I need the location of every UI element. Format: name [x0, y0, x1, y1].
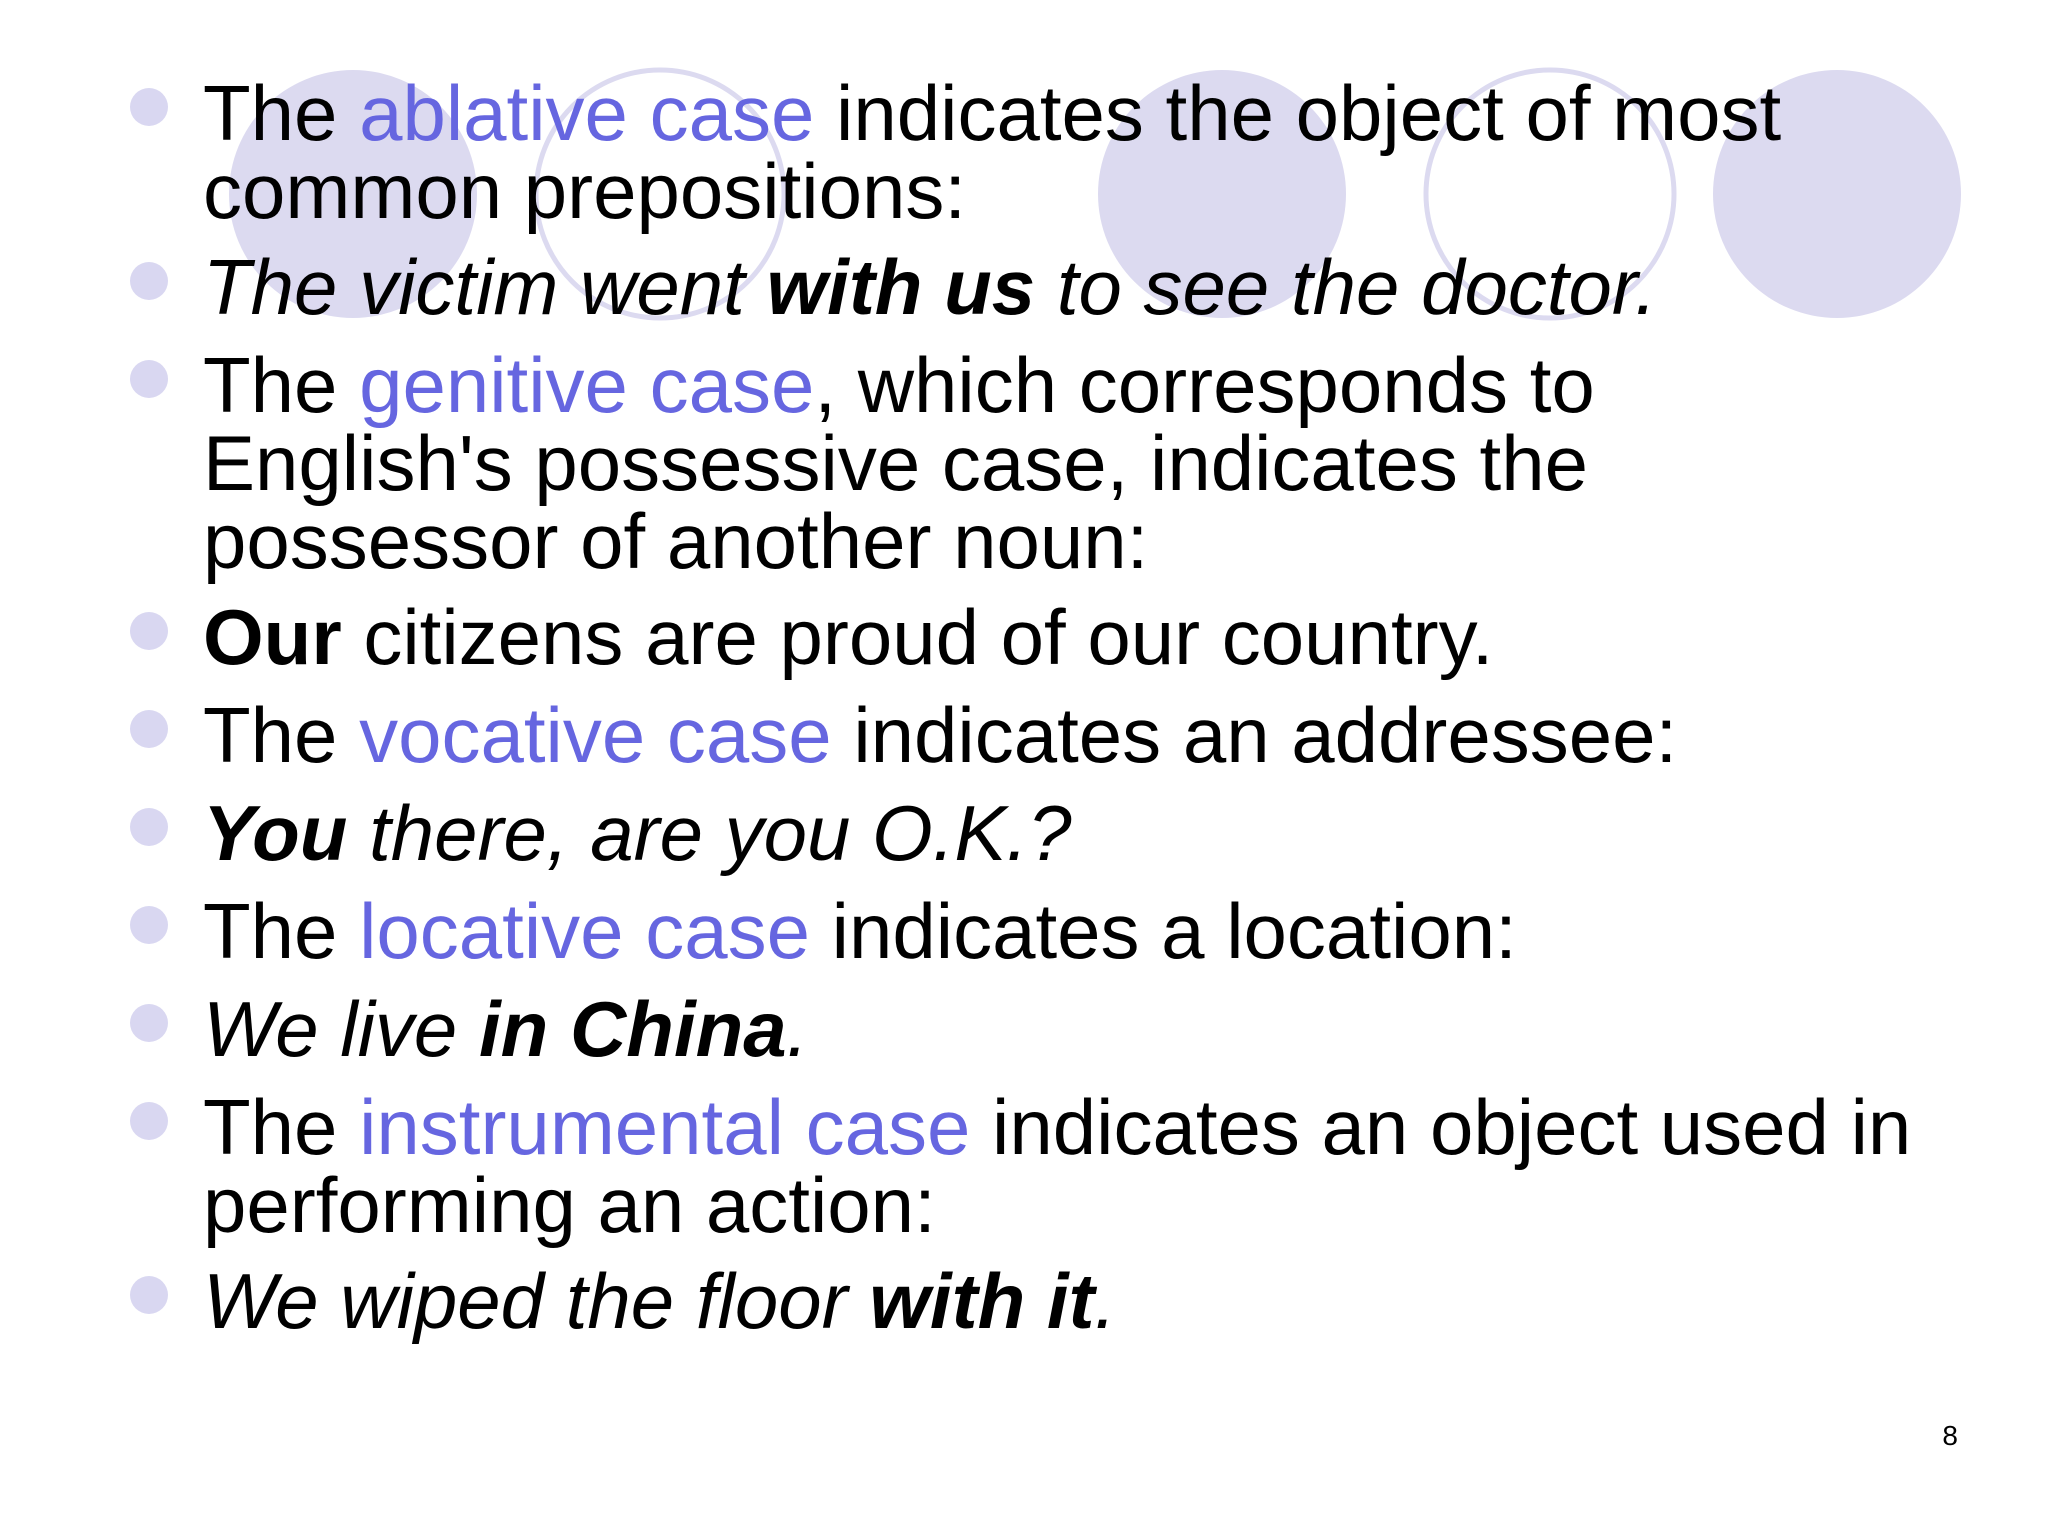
term-instrumental: instrumental case	[359, 1083, 971, 1171]
bullet-dot-icon	[130, 808, 168, 846]
bullet-dot-icon	[130, 906, 168, 944]
term-genitive: genitive case	[359, 341, 815, 429]
bullet-text	[203, 691, 1923, 779]
bullet-dot-icon	[130, 88, 168, 126]
bullet-dot-icon	[130, 612, 168, 650]
text-span: The	[203, 1083, 360, 1171]
bullet-dot-icon	[130, 262, 168, 300]
text-span: The	[203, 887, 360, 975]
bullet-text	[203, 243, 1923, 331]
term-vocative: vocative case	[359, 691, 832, 779]
term-ablative: ablative case	[359, 69, 815, 157]
text-span-bold: Our	[203, 593, 342, 681]
bullet-text	[203, 985, 1923, 1073]
text-span: .	[786, 985, 809, 1073]
text-span: The	[203, 691, 360, 779]
bullet-text	[203, 593, 1923, 681]
bullet-dot-icon	[130, 360, 168, 398]
text-span: The	[203, 341, 360, 429]
bullet-text	[203, 341, 1923, 585]
text-span-bold: in China	[478, 985, 787, 1073]
text-span-bold: You	[203, 789, 348, 877]
text-span: We live	[203, 985, 479, 1073]
term-locative: locative case	[359, 887, 810, 975]
text-span: The victim went	[203, 243, 767, 331]
text-span-bold: with us	[766, 243, 1036, 331]
bullet-text	[203, 69, 1923, 235]
text-span: We wiped the floor	[203, 1257, 870, 1345]
text-span: .	[1094, 1257, 1117, 1345]
text-span: , which corresponds to English's possessive case, indicates the possessor of another noun:	[203, 341, 1595, 585]
text-span-bold: with it	[869, 1257, 1095, 1345]
bullet-text	[203, 887, 1923, 975]
bullet-dot-icon	[130, 1102, 168, 1140]
bullet-dot-icon	[130, 1276, 168, 1314]
bullet-dot-icon	[130, 710, 168, 748]
text-span: The	[203, 69, 360, 157]
text-span: there, are you O.K.?	[347, 789, 1072, 877]
bullet-dot-icon	[130, 1004, 168, 1042]
bullet-text	[203, 789, 1923, 877]
bullet-text	[203, 1083, 1923, 1249]
text-span: citizens are proud of our country.	[341, 593, 1494, 681]
text-span: to see the doctor.	[1035, 243, 1657, 331]
text-span: indicates the object of most common prepositions:	[203, 69, 1782, 235]
bullet-text	[203, 1257, 1923, 1345]
text-span: indicates an object used in performing an action:	[203, 1083, 1912, 1249]
text-span: indicates an addressee:	[831, 691, 1678, 779]
page-number: 8	[1942, 1420, 1958, 1451]
text-span: indicates a location:	[809, 887, 1517, 975]
